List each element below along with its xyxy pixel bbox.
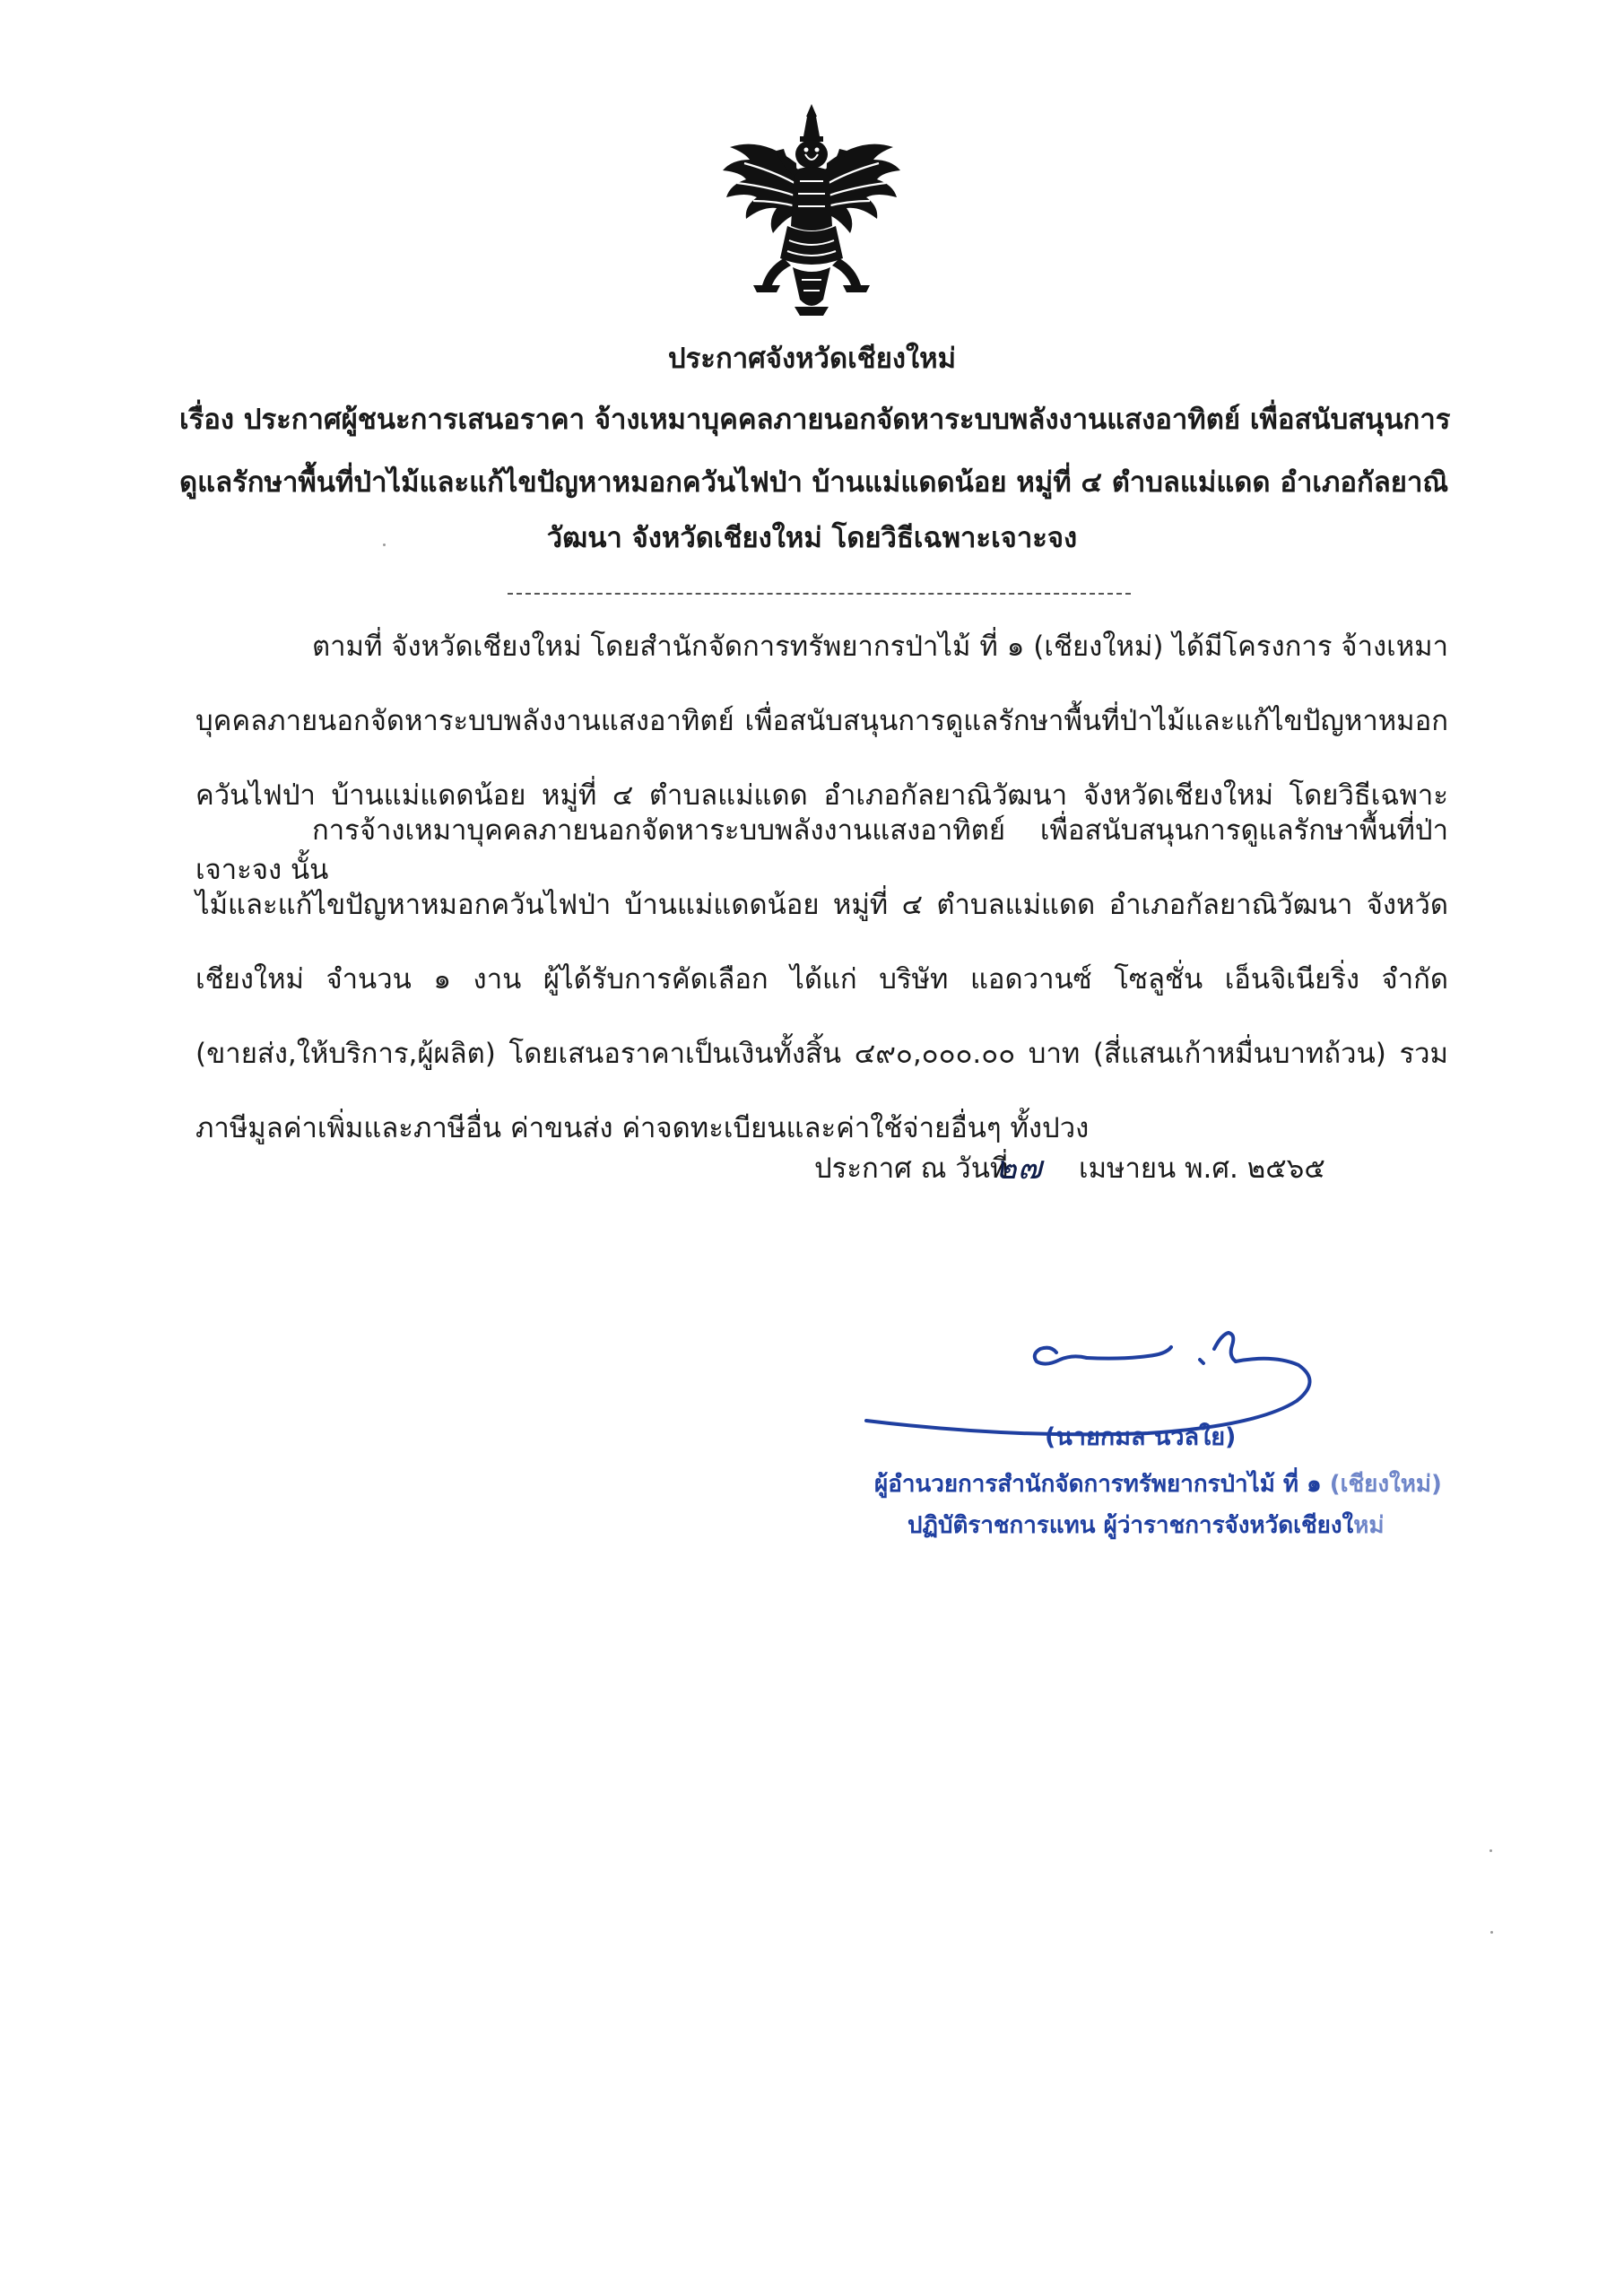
position-1-faint: (เชียงใหม่) xyxy=(1329,1471,1442,1498)
body-paragraph-1: ตามที่ จังหวัดเชียงใหม่ โดยสำนักจัดการทรัพยากรป่าไม้ ที่ ๑ (เชียงใหม่) ได้มีโครงการ จ้างเหมาบุคคลภายนอกจัดหาระบบพลังงานแสงอาทิตย์ เพื่อสนับสนุนการดูแลรักษาพื้นที่ป่าไม้และแก้ไขปัญหาหมอกควันไฟป่า บ้านแม่แดดน้อย หมู่ที่ ๔ ตำบลแม่แดด อำเภอกัลยาณิวัฒนา จังหวัดเชียงใหม่ โดยวิธีเฉพาะเจาะจง นั้น xyxy=(195,631,1448,886)
body-paragraph-2: การจ้างเหมาบุคคลภายนอกจัดหาระบบพลังงานแสงอาทิตย์ เพื่อสนับสนุนการดูแลรักษาพื้นที่ป่าไม้และแก้ไขปัญหาหมอกควันไฟป่า บ้านแม่แดดน้อย หมู่ที่ ๔ ตำบลแม่แดด อำเภอกัลยาณิวัฒนา จังหวัดเชียงใหม่ จำนวน ๑ งาน ผู้ได้รับการคัดเลือก ได้แก่ บริษัท แอดวานซ์ โซลูชั่น เอ็นจิเนียริ่ง จำกัด (ขายส่ง,ให้บริการ,ผู้ผลิต) โดยเสนอราคาเป็นเงินทั้งสิ้น ๔๙๐,๐๐๐.๐๐ บาท (สี่แสนเก้าหมื่นบาทถ้วน) รวมภาษีมูลค่าเพิ่มและภาษีอื่น ค่าขนส่ง ค่าจดทะเบียนและค่าใช้จ่ายอื่นๆ ทั้งปวง xyxy=(195,814,1448,1144)
handwritten-day: ๒๗ xyxy=(995,1150,1043,1187)
scan-speck xyxy=(1490,1931,1493,1934)
scan-speck xyxy=(383,544,386,546)
position-1-strong: ผู้อำนวยการสำนักจัดการทรัพยากรป่าไม้ ที่ ๑ xyxy=(874,1471,1322,1498)
date-month-year: เมษายน พ.ศ. ๒๕๖๕ xyxy=(1079,1152,1325,1185)
scan-speck xyxy=(1489,1849,1492,1852)
signatory-name: (นายกมล นวลใย) xyxy=(1045,1423,1237,1451)
divider-rule xyxy=(508,593,1131,595)
garuda-emblem-icon xyxy=(717,100,906,320)
position-2-strong: ปฏิบัติราชการแทน ผู้ว่าราชการจังหวัดเชียงใ xyxy=(908,1512,1354,1539)
page-title: ประกาศจังหวัดเชียงใหม่ xyxy=(667,343,957,375)
date-lead-text: ประกาศ ณ วันที่ xyxy=(814,1152,1009,1185)
signatory-position-1 xyxy=(874,1468,1442,1500)
position-2-faint: หม่ xyxy=(1353,1512,1385,1539)
signatory-position-2 xyxy=(908,1509,1385,1542)
subject-line-2: ดูแลรักษาพื้นที่ป่าไม้และแก้ไขปัญหาหมอกควันไฟป่า บ้านแม่แดดน้อย หมู่ที่ ๔ ตำบลแม่แดด อำเภอกัลยาณิ xyxy=(179,466,1449,499)
subject-line-3: วัฒนา จังหวัดเชียงใหม่ โดยวิธีเฉพาะเจาะจง xyxy=(546,522,1078,554)
subject-line-1: เรื่อง ประกาศผู้ชนะการเสนอราคา จ้างเหมาบุคคลภายนอกจัดหาระบบพลังงานแสงอาทิตย์ เพื่อสนับสนุนการ xyxy=(179,404,1451,436)
